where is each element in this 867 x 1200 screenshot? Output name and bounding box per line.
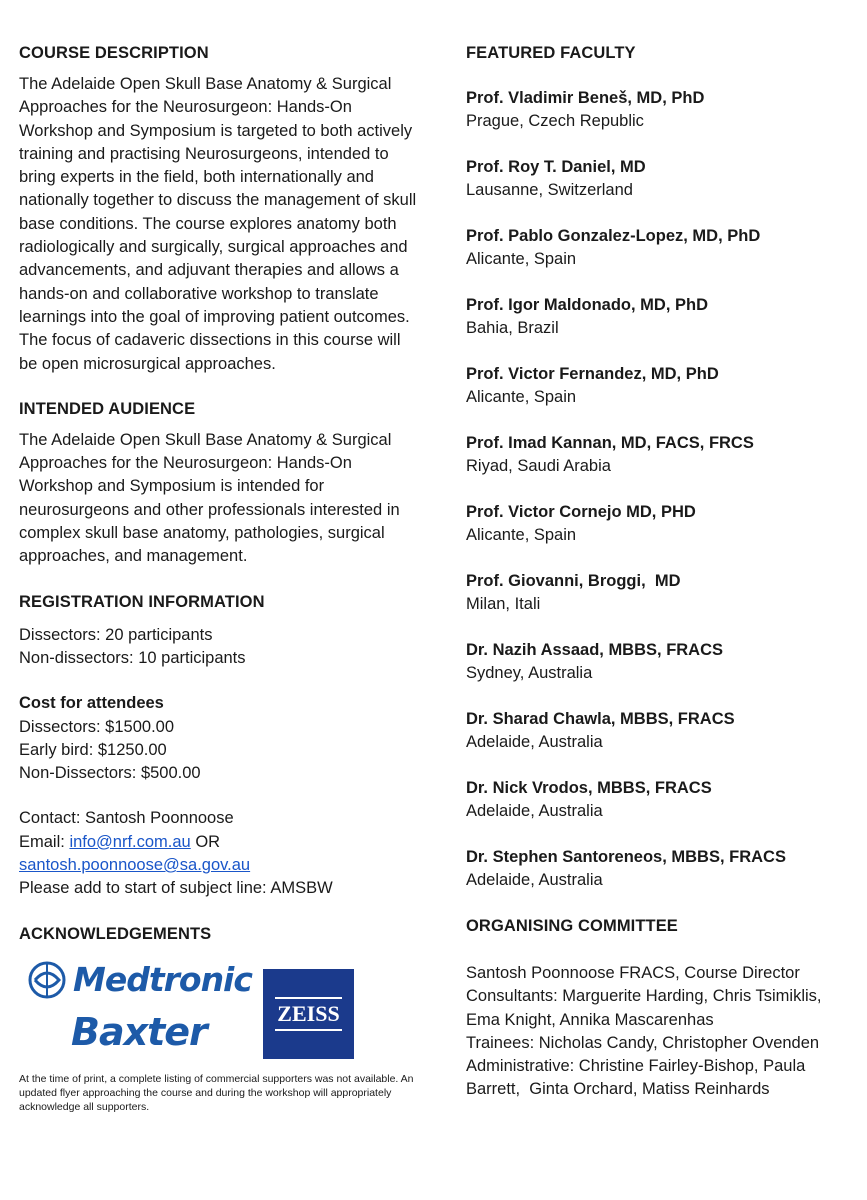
faculty-name: Prof. Roy T. Daniel, MD [466, 158, 646, 176]
faculty-name: Dr. Sharad Chawla, MBBS, FRACS [466, 710, 735, 728]
faculty-location: Riyad, Saudi Arabia [466, 457, 611, 475]
faculty-location: Alicante, Spain [466, 388, 577, 406]
cost-early-bird: Early bird: $1250.00 [19, 740, 167, 759]
faculty-member [466, 363, 858, 409]
non-dissectors-count: Non-dissectors: 10 participants [19, 648, 246, 667]
registration-participants [19, 624, 419, 671]
committee-list [466, 962, 858, 1102]
left-column [19, 42, 419, 1114]
medtronic-logo [27, 954, 252, 1006]
committee-consultants: Consultants: Marguerite Harding, Chris Tsimiklis, Ema Knight, Annika Mascarenhas [466, 987, 822, 1029]
faculty-location: Adelaide, Australia [466, 871, 603, 889]
zeiss-logo [263, 969, 354, 1059]
faculty-name: Prof. Vladimir Beneš, MD, PhD [466, 89, 705, 107]
medtronic-wordmark: Medtronic [73, 960, 252, 1000]
subject-note: Please add to start of subject line: AMSBW [19, 879, 333, 898]
cost-non-dissectors: Non-Dissectors: $500.00 [19, 764, 201, 783]
contact-name: Contact: Santosh Poonnoose [19, 809, 234, 828]
cost-heading: Cost for attendees [19, 694, 164, 713]
faculty-name: Dr. Stephen Santoreneos, MBBS, FRACS [466, 848, 786, 866]
faculty-name: Prof. Giovanni, Broggi, MD [466, 572, 681, 590]
contact-block [19, 807, 419, 900]
right-column [466, 42, 858, 1102]
faculty-member [466, 501, 858, 547]
featured-faculty-heading: FEATURED FACULTY [466, 44, 636, 62]
faculty-location: Sydney, Australia [466, 664, 593, 682]
faculty-member [466, 708, 858, 754]
faculty-location: Adelaide, Australia [466, 802, 603, 820]
cost-dissectors: Dissectors: $1500.00 [19, 717, 175, 736]
faculty-member [466, 432, 858, 478]
baxter-logo: Baxter [71, 1009, 207, 1054]
course-description-body: The Adelaide Open Skull Base Anatomy & Surgical Approaches for the Neurosurgeon: Hands-On Workshop and Symposium is targeted to both actively training and practising Neurosurgeons, intended to bring experts in the field, both internationally and nationally together to discuss the management of skull base conditions. The course explores anatomy both radiologically and surgically, surgical approaches and advancements, and adjuvant therapies and allows a hands-on and collaborative workshop to translate learnings into the goal of improving patient outcomes. The focus of cadaveric dissections in this course will be open microsurgical approaches. [19, 75, 417, 373]
faculty-member [466, 294, 858, 340]
faculty-member [466, 777, 858, 823]
faculty-name: Prof. Igor Maldonado, MD, PhD [466, 296, 708, 314]
intended-audience-heading: INTENDED AUDIENCE [19, 399, 196, 418]
faculty-member [466, 87, 858, 133]
faculty-member [466, 156, 858, 202]
faculty-location: Adelaide, Australia [466, 733, 603, 751]
faculty-name: Dr. Nick Vrodos, MBBS, FRACS [466, 779, 712, 797]
faculty-name: Prof. Victor Cornejo MD, PHD [466, 503, 696, 521]
committee-trainees: Trainees: Nicholas Candy, Christopher Ovenden [466, 1033, 820, 1052]
faculty-location: Bahia, Brazil [466, 319, 559, 337]
registration-heading: REGISTRATION INFORMATION [19, 592, 265, 611]
faculty-location: Milan, Itali [466, 595, 541, 613]
faculty-name: Prof. Pablo Gonzalez-Lopez, MD, PhD [466, 227, 761, 245]
faculty-member [466, 570, 858, 616]
committee-administrative: Administrative: Christine Fairley-Bishop, Paula Barrett, Ginta Orchard, Matiss Reinhards [466, 1057, 810, 1099]
faculty-name: Prof. Victor Fernandez, MD, PhD [466, 365, 719, 383]
faculty-location: Prague, Czech Republic [466, 112, 644, 130]
organising-committee-heading: ORGANISING COMMITTEE [466, 917, 678, 935]
acknowledgements-heading: ACKNOWLEDGEMENTS [19, 924, 212, 943]
email-line [19, 831, 419, 854]
faculty-name: Dr. Nazih Assaad, MBBS, FRACS [466, 641, 724, 659]
cost-block [19, 692, 419, 785]
email-label: Email: [19, 832, 70, 851]
email-or: OR [190, 832, 221, 851]
faculty-location: Alicante, Spain [466, 526, 577, 544]
acknowledgement-fine-print: At the time of print, a complete listing of commercial supporters was not available. An updated flyer approaching the course and during the workshop will appropriately acknowledge all supporters. [19, 1072, 414, 1113]
course-description-heading: COURSE DESCRIPTION [19, 44, 209, 62]
faculty-location: Alicante, Spain [466, 250, 577, 268]
faculty-member [466, 225, 858, 271]
email-link-nrf[interactable]: info@nrf.com.au [69, 832, 191, 851]
faculty-member [466, 639, 858, 685]
intended-audience-body: The Adelaide Open Skull Base Anatomy & Surgical Approaches for the Neurosurgeon: Hands-On Workshop and Symposium is intended for neurosurgeons and other professionals interested in complex skull base anatomy, pathologies, surgical approaches, and management. [19, 430, 400, 566]
sponsor-logos [19, 954, 419, 1064]
faculty-location: Lausanne, Switzerland [466, 181, 633, 199]
faculty-name: Prof. Imad Kannan, MD, FACS, FRCS [466, 434, 754, 452]
zeiss-wordmark: ZEISS [275, 997, 341, 1031]
committee-director: Santosh Poonnoose FRACS, Course Director [466, 964, 800, 982]
email-link-sa-gov[interactable]: santosh.poonnoose@sa.gov.au [19, 856, 251, 875]
dissectors-count: Dissectors: 20 participants [19, 625, 213, 644]
faculty-list [466, 87, 858, 892]
medtronic-globe-icon [27, 960, 67, 1000]
faculty-member [466, 846, 858, 892]
